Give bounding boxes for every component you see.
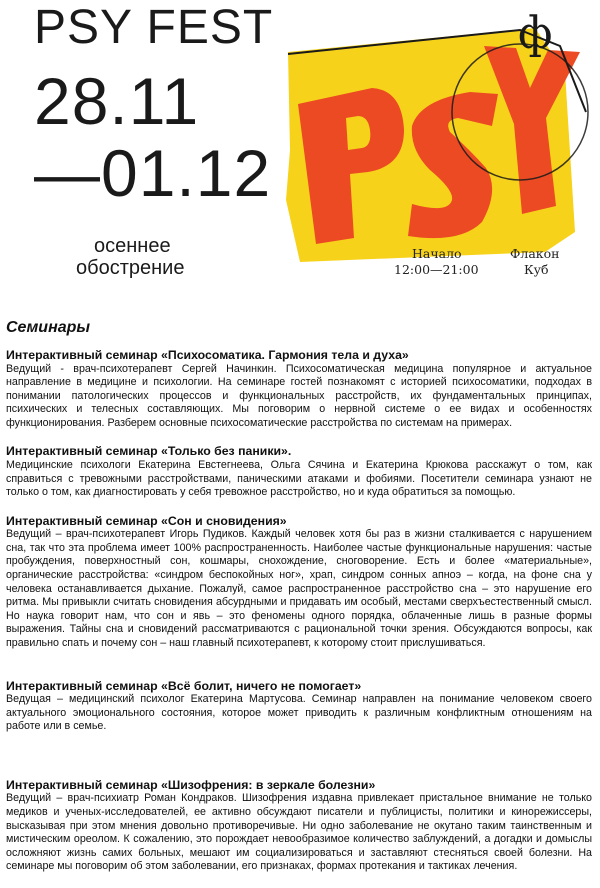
- festival-title: PSY FEST: [34, 1, 274, 54]
- seminar-title: Интерактивный семинар «Только без паники».: [6, 444, 292, 459]
- seminar-item: [6, 778, 592, 874]
- seminar-text: Ведущая – медицинский психолог Екатерина Мартусова. Семинар направлен на понимание человеком своего актуального эмоционального состояния, которое может приводить к различным конфликтным отношениям на работе или в семье.: [6, 693, 592, 733]
- seminar-title: Интерактивный семинар «Сон и сновидения»: [6, 513, 287, 528]
- subtitle-line2: обострение: [76, 257, 185, 279]
- start-label: Начало: [412, 246, 462, 261]
- seminar-title: Интерактивный семинар «Шизофрения: в зеркале болезни»: [6, 777, 376, 792]
- section-title: Семинары: [6, 319, 91, 336]
- venue-line1: Флакон: [510, 246, 560, 261]
- seminar-item: [6, 348, 592, 430]
- seminar-text: Ведущий – врач-психотерапевт Игорь Пудиков. Каждый человек хотя бы раз в жизни сталкивается с нарушением сна, так что эта проблема имеет 100% распространенность. Наиболее частые функциональные нарушения: частые пробуждения, поверхностный сон, кошмары, снохождение, сноговорение. Есть и более «материальные», органические расстройства: «синдром беспокойных ног», храп, синдром сонных апноэ – когда, на фоне сна у человека останавливается дыхание. Пожалуй, самое распространенное расстройство сна – это нарушение его ритма. Мы привыкли считать сновидения абсурдными и придавать им особый, местами сверхъестественный смысл. Но наука говорит нам, что сон и явь – это феномены одного порядка, облаченные лишь в разные формы выражения. Тайны сна и сновидений рассматриваются с рациональной точки зрения. Обсуждаются вопросы, как правильно спать и почему сон – наш главный психотерапевт, к которому стоит прислушиваться.: [6, 528, 592, 649]
- venue-line2: Куб: [524, 262, 549, 277]
- flacon-logo: ф: [518, 8, 553, 59]
- date-start: 28.11: [34, 64, 200, 138]
- seminar-item: [6, 679, 592, 734]
- seminar-text: Медицинские психологи Екатерина Евстегнеева, Ольга Сячина и Екатерина Крюкова расскажут о том, как справиться с тревожными расстройствами, паническими атаками и фобиями. Посетители семинара узнают не только о том, как диагностировать у себя тревожное расстройство, но и куда обратиться за помощью.: [6, 458, 592, 499]
- time-range: 12:00—21:00: [394, 262, 479, 277]
- seminar-item: [6, 444, 592, 499]
- seminar-item: [6, 514, 592, 651]
- festival-poster: [0, 0, 600, 300]
- date-end: —01.12: [34, 136, 272, 210]
- seminar-list: [6, 318, 592, 888]
- seminar-title: Интерактивный семинар «Психосоматика. Гармония тела и духа»: [6, 348, 409, 362]
- seminar-text: Ведущий – врач-психиатр Роман Кондраков. Шизофрения издавна привлекает пристальное внимание не только медиков и ученых-исследователей, ее активно обсуждают писатели и публицисты, политики и кинорежиссеры, высказывая при этом мнения довольно противоречивые. Ни одно заболевание не окутано таким таинственным и мистическим ореолом. К сожалению, это порождает невообразимое количество заблуждений, а догадки и домыслы осложняют жизнь самих больных, мешают им социализироваться и заставляют стесняться своей болезни. На семинаре мы поговорим об этом заболевании, его признаках, формах протекания и тактиках лечения.: [6, 792, 592, 873]
- seminar-text: Ведущий - врач-психотерапевт Сергей Начинкин. Психосоматическая медицина популярное и актуальное направление в медицине и психологии. На семинаре гостей познакомят с историей психосоматики, подходах в понимании патологических процессов и функциональных расстройств, их фундаментальных принципах, психических и телесных составляющих. Мы поговорим о нервной системе о ее видах и особенностях функционирования. Разберем основные психосоматические расстройства по системам на примерах.: [6, 362, 592, 429]
- seminar-title: Интерактивный семинар «Всё болит, ничего не помогает»: [6, 678, 362, 693]
- subtitle-line1: осеннее: [94, 235, 171, 257]
